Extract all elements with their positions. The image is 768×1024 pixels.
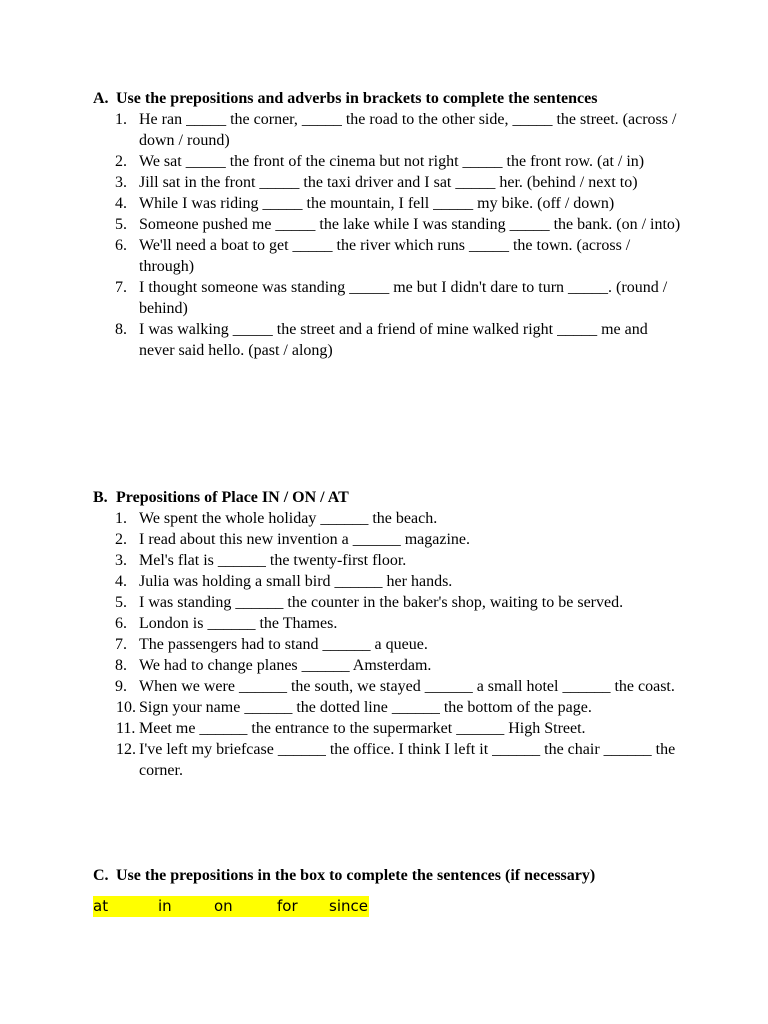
item-text: Jill sat in the front _____ the taxi driver and I sat _____ her. (behind / next to) (139, 174, 638, 191)
section-a-list (93, 109, 683, 361)
list-item (93, 319, 683, 361)
item-text: Sign your name ______ the dotted line ______ the bottom of the page. (139, 699, 592, 716)
list-item (93, 718, 683, 739)
list-item (93, 739, 683, 781)
list-item (93, 508, 683, 529)
list-item (93, 277, 683, 319)
preposition-word-box (93, 896, 369, 917)
item-text: When we were ______ the south, we stayed ______ a small hotel ______ the coast. (139, 678, 675, 695)
section-a-title: Use the prepositions and adverbs in brackets to complete the sentences (116, 90, 598, 107)
list-item (93, 613, 683, 634)
list-item (93, 172, 683, 193)
item-text: I read about this new invention a ______ magazine. (139, 531, 471, 548)
section-b-heading (93, 487, 683, 508)
item-number: 2. (115, 153, 127, 170)
section-c-letter: C. (93, 867, 109, 884)
box-word: at (93, 897, 109, 915)
item-text: Julia was holding a small bird ______ her hands. (139, 573, 453, 590)
section-a-heading (93, 88, 683, 109)
item-text: We'll need a boat to get _____ the river which runs _____ the town. (across / through) (139, 237, 631, 275)
item-text: We had to change planes ______ Amsterdam. (139, 657, 432, 674)
section-b-title: Prepositions of Place IN / ON / AT (116, 489, 349, 506)
list-item (93, 571, 683, 592)
section-c-heading (93, 865, 683, 886)
section-b (93, 487, 683, 781)
item-text: I was walking _____ the street and a friend of mine walked right _____ me and never said hello. (past / along) (139, 321, 648, 359)
list-item (93, 235, 683, 277)
item-number: 10. (116, 699, 136, 716)
item-text: I've left my briefcase ______ the office. I think I left it ______ the chair ______ the corner. (139, 741, 676, 779)
list-item (93, 697, 683, 718)
item-number: 3. (115, 552, 127, 569)
section-c (93, 865, 683, 917)
item-text: We spent the whole holiday ______ the beach. (139, 510, 438, 527)
item-text: Someone pushed me _____ the lake while I was standing _____ the bank. (on / into) (139, 216, 681, 233)
item-number: 2. (115, 531, 127, 548)
item-text: Mel's flat is ______ the twenty-first floor. (139, 552, 407, 569)
item-text: He ran _____ the corner, _____ the road to the other side, _____ the street. (across / down / round) (139, 111, 677, 149)
list-item (93, 151, 683, 172)
item-number: 8. (115, 321, 127, 338)
item-number: 7. (115, 636, 127, 653)
box-word: since (329, 897, 368, 915)
list-item (93, 550, 683, 571)
item-number: 9. (115, 678, 127, 695)
item-number: 4. (115, 573, 127, 590)
item-number: 1. (115, 111, 127, 128)
item-text: London is ______ the Thames. (139, 615, 338, 632)
item-number: 5. (115, 594, 127, 611)
box-word: for (277, 897, 298, 915)
list-item (93, 109, 683, 151)
list-item (93, 655, 683, 676)
item-number: 3. (115, 174, 127, 191)
list-item (93, 676, 683, 697)
item-number: 5. (115, 216, 127, 233)
list-item (93, 634, 683, 655)
section-c-title: Use the prepositions in the box to complete the sentences (if necessary) (116, 867, 596, 884)
list-item (93, 193, 683, 214)
box-word: on (214, 897, 233, 915)
item-text: I was standing ______ the counter in the baker's shop, waiting to be served. (139, 594, 624, 611)
item-number: 8. (115, 657, 127, 674)
item-number: 4. (115, 195, 127, 212)
item-number: 1. (115, 510, 127, 527)
box-word: in (158, 897, 172, 915)
item-number: 7. (115, 279, 127, 296)
item-text: We sat _____ the front of the cinema but not right _____ the front row. (at / in) (139, 153, 645, 170)
item-number: 11. (116, 720, 136, 737)
list-item (93, 529, 683, 550)
section-b-letter: B. (93, 489, 108, 506)
section-a (93, 88, 683, 361)
item-text: Meet me ______ the entrance to the supermarket ______ High Street. (139, 720, 586, 737)
item-text: The passengers had to stand ______ a queue. (139, 636, 428, 653)
list-item (93, 592, 683, 613)
list-item (93, 214, 683, 235)
section-a-letter: A. (93, 90, 109, 107)
item-text: I thought someone was standing _____ me but I didn't dare to turn _____. (round / behind) (139, 279, 668, 317)
item-text: While I was riding _____ the mountain, I fell _____ my bike. (off / down) (139, 195, 615, 212)
item-number: 12. (116, 741, 136, 758)
item-number: 6. (115, 615, 127, 632)
item-number: 6. (115, 237, 127, 254)
section-b-list (93, 508, 683, 781)
